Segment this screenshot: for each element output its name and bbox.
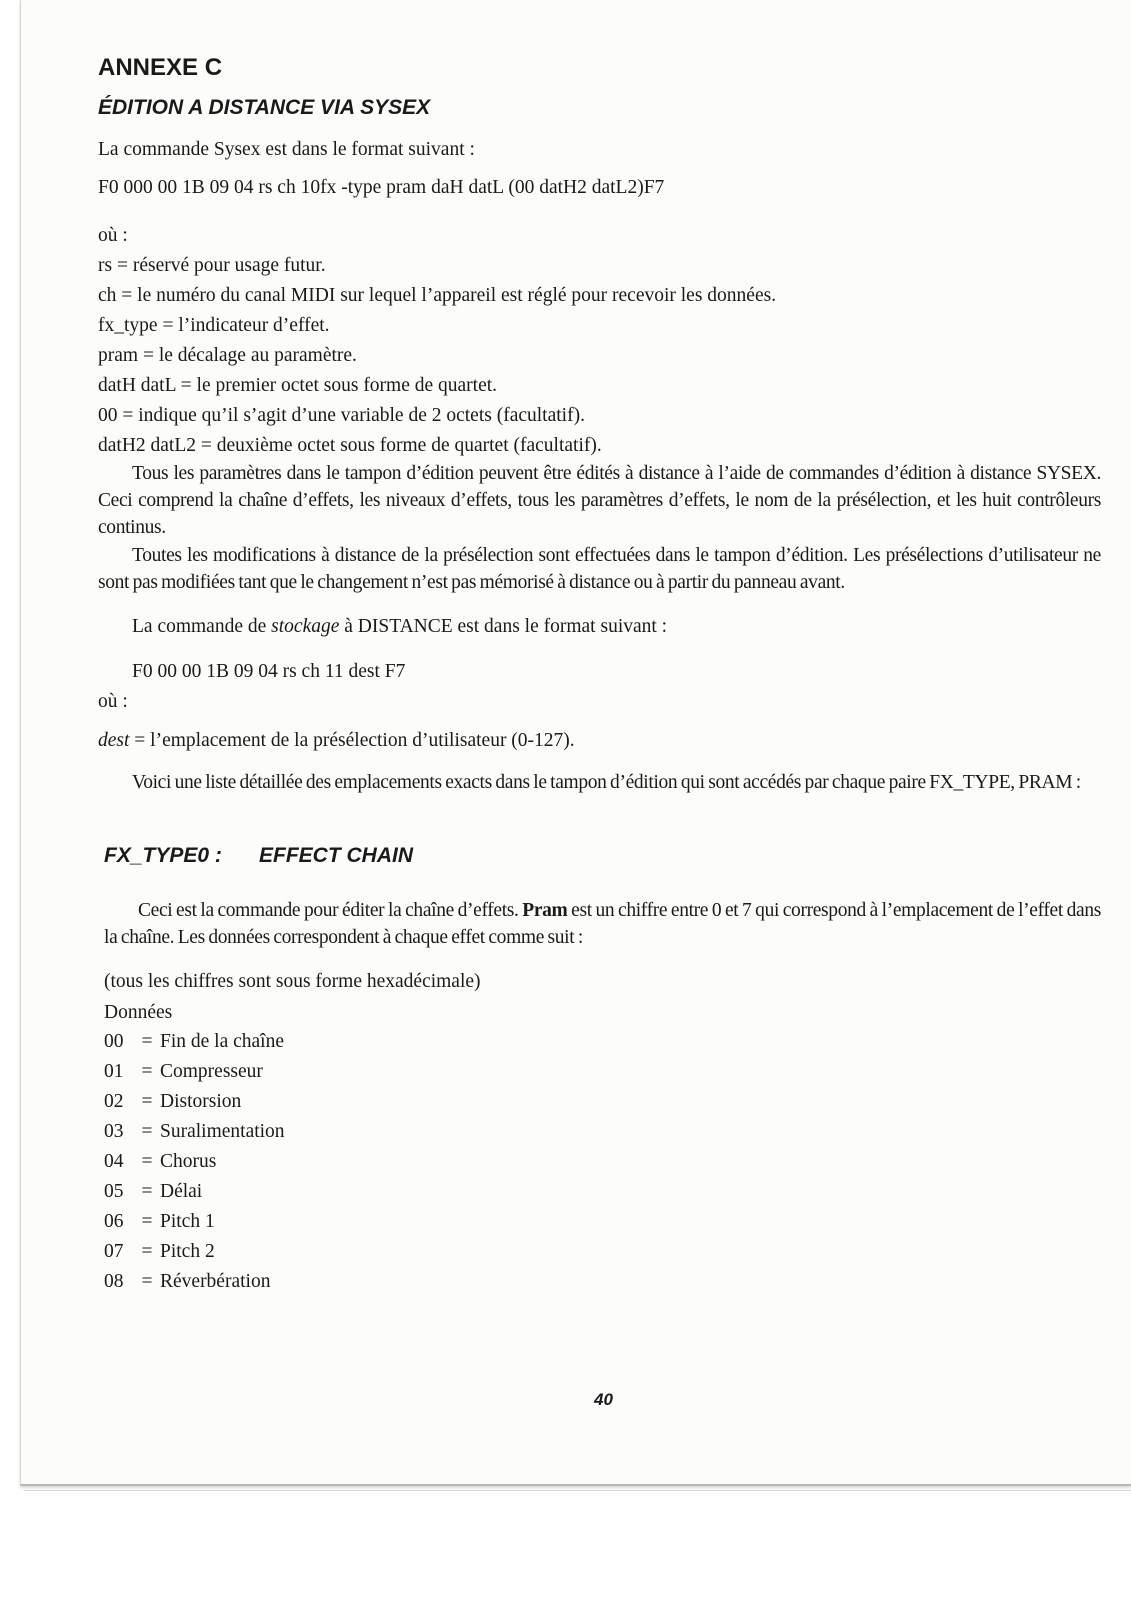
effect-row: 08 = Réverbération: [104, 1271, 271, 1292]
sysex-command-format: F0 000 00 1B 09 04 rs ch 10fx -type pram daH datL (00 datH2 datL2)F7: [98, 177, 665, 198]
definition-ch: ch = le numéro du canal MIDI sur lequel l’appareil est réglé pour recevoir les données.: [98, 285, 777, 306]
effect-row: 00 = Fin de la chaîne: [104, 1031, 284, 1052]
effect-row: 02 = Distorsion: [104, 1091, 242, 1112]
effect-row: 07 = Pitch 2: [104, 1241, 215, 1262]
intro-text: La commande Sysex est dans le format suivant :: [98, 139, 475, 160]
definition-dath-datl: datH datL = le premier octet sous forme de quartet.: [98, 375, 498, 396]
paragraph-buffer-locations: Voici une liste détaillée des emplacements exacts dans le tampon d’édition qui sont accédés par chaque paire FX_TYPE, PRAM :: [132, 772, 1081, 793]
paragraph-effect-chain: Ceci est la commande pour éditer la chaîne d’effets. Pram est un chiffre entre 0 et 7 qui correspond à l’emplacement de l’effet dans la chaîne. Les données correspondent à chaque effet comme suit :: [104, 900, 1101, 948]
annex-title: ANNEXE C: [98, 54, 223, 81]
effect-row: 03 = Suralimentation: [104, 1121, 285, 1142]
effect-row: 05 = Délai: [104, 1181, 203, 1202]
definition-00: 00 = indique qu’il s’agit d’une variable de 2 octets (facultatif).: [98, 405, 585, 426]
where-label: où :: [98, 225, 128, 246]
definition-dath2-datl2: datH2 datL2 = deuxième octet sous forme de quartet (facultatif).: [98, 435, 602, 456]
definition-rs: rs = réservé pour usage futur.: [98, 255, 326, 276]
effect-row: 06 = Pitch 1: [104, 1211, 215, 1232]
page-number: 40: [594, 1390, 613, 1409]
page-edge-divider: [24, 1490, 1131, 1491]
paragraph-edit-buffer: Toutes les modifications à distance de la présélection sont effectuées dans le tampon d’édition. Les présélections d’utilisateur ne sont pas modifiées tant que le changement n’est pas mémorisé à distance ou à partir du panneau avant.: [98, 545, 1101, 593]
fx-type0-label: FX_TYPE0 :: [104, 844, 222, 867]
store-command-format: F0 00 00 1B 09 04 rs ch 11 dest F7: [132, 661, 406, 682]
definition-dest: dest = l’emplacement de la présélection d’utilisateur (0-127).: [98, 730, 575, 751]
definition-pram: pram = le décalage au paramètre.: [98, 345, 357, 366]
effect-row: 04 = Chorus: [104, 1151, 217, 1172]
hex-note: (tous les chiffres sont sous forme hexadécimale): [104, 971, 481, 992]
definition-fx-type: fx_type = l’indicateur d’effet.: [98, 315, 330, 336]
paragraph-remote-edit: Tous les paramètres dans le tampon d’édition peuvent être édités à distance à l’aide de commandes d’édition à distance SYSEX. Ceci comprend la chaîne d’effets, les niveaux d’effets, tous les paramètres d’effets, le nom de la présélection, et les huit contrôleurs continus.: [98, 463, 1101, 538]
store-command-intro: La commande de stockage à DISTANCE est dans le format suivant :: [132, 616, 668, 637]
data-label: Données: [104, 1002, 173, 1023]
effect-chain-heading: EFFECT CHAIN: [259, 844, 413, 867]
section-title: ÉDITION A DISTANCE VIA SYSEX: [98, 96, 431, 119]
effect-row: 01 = Compresseur: [104, 1061, 263, 1082]
where-label-2: où :: [98, 691, 128, 712]
